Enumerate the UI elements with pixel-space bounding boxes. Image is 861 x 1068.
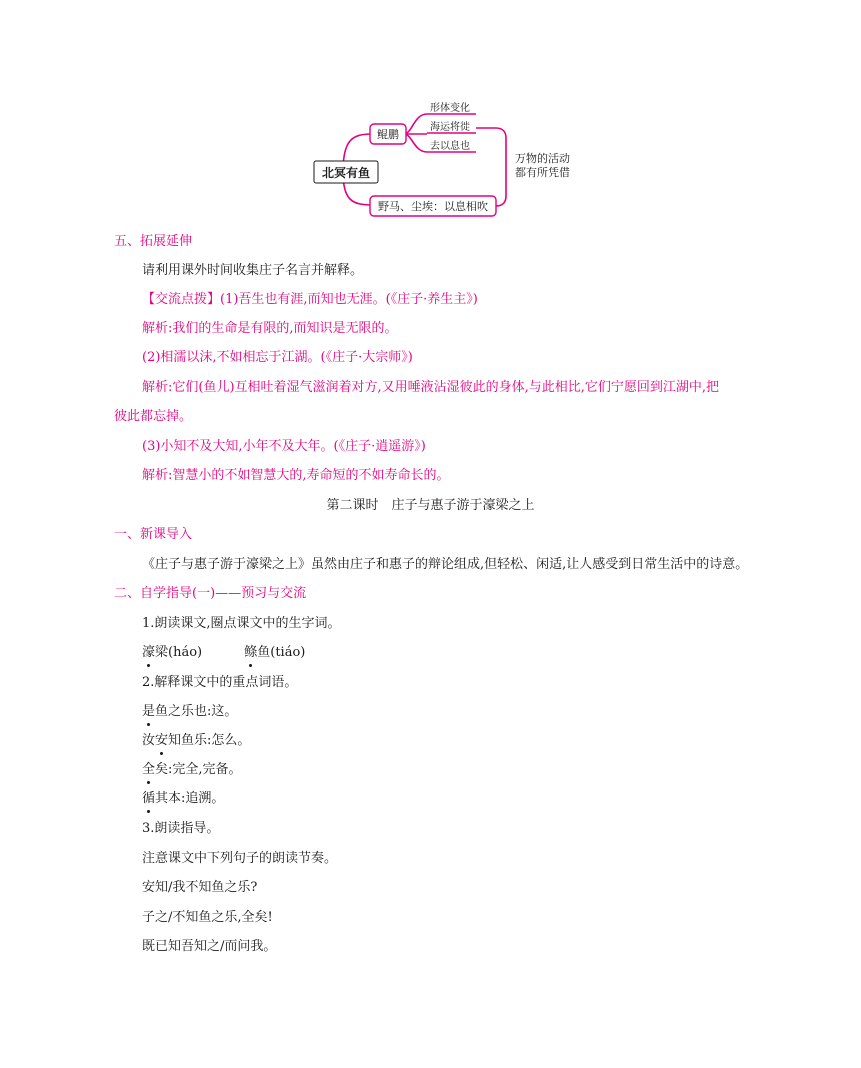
section1-text: 《庄子与惠子游于濠梁之上》虽然由庄子和惠子的辩论组成,但轻松、闲适,让人感受到日常生活中的诗意。 [142,557,749,572]
vocab-word-2 [244,645,305,660]
item-2: 2.解释课文中的重点词语。 [142,675,298,690]
def-1-char: 是 [142,704,156,719]
def-2-post: 知鱼乐:怎么。 [168,733,251,748]
section2-heading: 二、自学指导(一)——预习与交流 [114,586,307,601]
def-3-post: 矣:完全,完备。 [155,762,242,777]
vocab-word-1 [142,645,202,660]
item-3: 3.朗读指导。 [142,821,220,836]
root-label: 北冥有鱼 [321,166,371,180]
quote-3: (3)小知不及大知,小年不及大年。(《庄子·逍遥游》) [142,439,426,454]
vocab-word-1-rest: 梁(háo) [155,645,203,660]
tip-label: 【交流点拨】 [142,292,221,307]
section5-prompt: 请利用课外时间收集庄子名言并解释。 [142,263,364,278]
section1-heading: 一、新课导入 [114,527,193,542]
def-2-pre: 汝 [142,733,156,748]
branch-top-node [370,124,406,144]
definition-1 [142,703,237,721]
def-1-post: 鱼之乐也:这。 [155,704,238,719]
branch-bottom-node [370,196,496,216]
tip-line [142,291,478,309]
def-4-char: 循 [142,791,156,806]
definition-3 [142,761,242,779]
branch-top-label: 鲲鹏 [377,128,399,141]
reading-line-2: 子之/不知鱼之乐,全矣! [142,910,273,925]
conclusion-line-1: 万物的活动 [515,152,570,165]
reading-line-1: 安知/我不知鱼之乐? [142,880,258,895]
leaf-3: 去以息也 [430,141,470,152]
mind-map [0,0,861,220]
analysis-2-line-1: 解析:它们(鱼儿)互相吐着湿气滋润着对方,又用唾液沾湿彼此的身体,与此相比,它们宁愿回到江湖中,把 [142,380,720,395]
vocab-line [142,644,305,662]
lesson2-title: 第二课时 庄子与惠子游于濠梁之上 [326,498,535,513]
quote-1: (1)吾生也有涯,而知也无涯。(《庄子·养生主》) [220,292,478,307]
def-3-char: 全 [142,762,156,777]
def-4-post: 其本:追溯。 [155,791,225,806]
reading-note: 注意课文中下列句子的朗读节奏。 [142,851,338,866]
root-node [314,161,378,183]
vocab-word-2-rest: 鱼(tiáo) [257,645,306,660]
branch-bottom-label: 野马、尘埃：以息相吹 [378,200,488,213]
quote-2: (2)相濡以沫,不如相忘于江湖。(《庄子·大宗师》) [142,350,413,365]
vocab-word-2-char: 鲦 [244,645,258,660]
definition-2 [142,732,250,750]
item-1: 1.朗读课文,圈点课文中的生字词。 [142,616,341,631]
reading-line-3: 既已知吾知之/而问我。 [142,939,277,954]
analysis-1: 解析:我们的生命是有限的,而知识是无限的。 [142,321,398,336]
vocab-word-1-char: 濠 [142,645,156,660]
section5-heading: 五、拓展延伸 [114,234,193,249]
conclusion-line-2: 都有所凭借 [515,166,570,179]
analysis-2-line-2: 彼此都忘掉。 [114,409,193,424]
def-2-char: 安 [155,733,169,748]
leaf-1: 形体变化 [430,103,470,114]
leaf-2: 海运将徙 [430,122,470,133]
analysis-3: 解析:智慧小的不如智慧大的,寿命短的不如寿命长的。 [142,468,450,483]
definition-4 [142,790,224,808]
